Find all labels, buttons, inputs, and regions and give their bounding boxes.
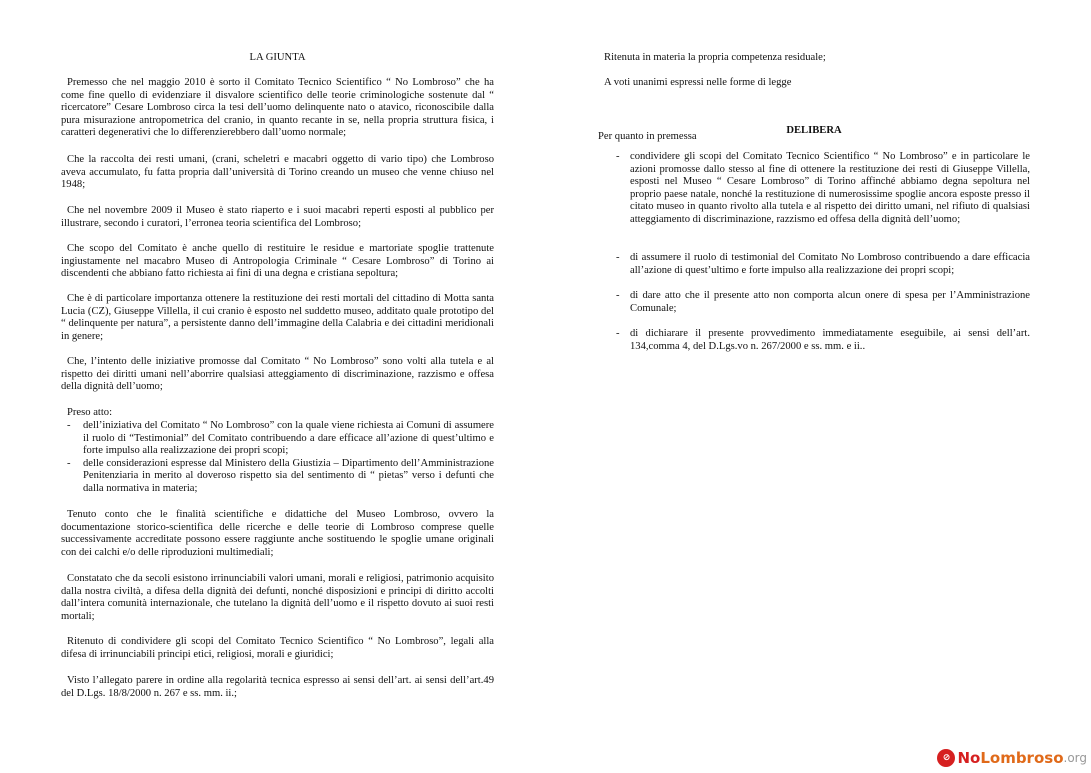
- logo-text-no: No: [957, 749, 981, 767]
- paragraph-competenza: Ritenuta in materia la propria competenza residuale;: [604, 52, 826, 63]
- delibera-list: [598, 328, 1030, 353]
- logo-text-lombroso: Lombroso: [980, 749, 1064, 767]
- paragraph-voti: A voti unanimi espressi nelle forme di legge: [604, 77, 792, 88]
- preso-atto-label: Preso atto:: [67, 407, 113, 418]
- no-sign-icon: ⊘: [937, 749, 955, 767]
- list-item: - di dichiarare il presente provvedimento immediatamente eseguibile, ai sensi dell’art. 134,comma 4, del D.Lgs.vo n. 267/2000 e ss. mm. e ii..: [616, 328, 1030, 352]
- delibera-list: [598, 151, 1030, 227]
- list-item: - di dare atto che il presente atto non comporta alcun onere di spesa per l’Amministrazione Comunale;: [616, 290, 1030, 314]
- section-title: LA GIUNTA: [249, 52, 306, 63]
- preso-atto-list: [61, 420, 494, 496]
- paragraph-intento: Che, l’intento delle iniziative promosse dal Comitato “ No Lombroso” sono volti alla tutela e al rispetto dei diritti umani nell’aborrire qualsiasi atteggiamento di discriminazione, razzismo e offesa della dignità dell’uomo;: [61, 356, 494, 393]
- delibera-list: [598, 290, 1030, 315]
- paragraph-premesso: Premesso che nel maggio 2010 è sorto il Comitato Tecnico Scientifico “ No Lombroso” che ha come fine quello di evidenziare il disvalore scientifico delle teorie criminologiche sostenute dal “ ricercatore” Cesare Lombroso circa la tesi dell’uomo delinquente nato o atavico, riconoscibile dalla pura misurazione antropometrica del cranio, in quanto recante in se, nella propria struttura fisica, i caratteri degenerativi che lo differenzierebbero dall’uomo normale;: [61, 77, 494, 139]
- paragraph-ritenuto: Ritenuto di condividere gli scopi del Comitato Tecnico Scientifico “ No Lombroso”, legali alla difesa di irrinunciabili principi etici, religiosi, morali e giuridici;: [61, 636, 494, 660]
- per-quanto-label: Per quanto in premessa: [598, 131, 697, 142]
- list-item: - condividere gli scopi del Comitato Tecnico Scientifico “ No Lombroso” e in particolare le azioni promosse dallo stesso al fine di ottenere la restituzione dei resti di Giuseppe Villella, esposti nel Museo “ Cesare Lombroso” di Torino affinché abbiamo degna sepoltura nel proprio paese natale, nonché la restituzione di numerosissime spoglie ancora esposte presso il citato museo in quanto rivolto alla tutela e al rispetto dei diritto umani, nel rifiuto di qualsiasi atteggiamento di discriminazione, razzismo ed offesa della dignità dell’uomo;: [616, 151, 1030, 225]
- delibera-list: [598, 252, 1030, 277]
- paragraph-tenuto-conto: Tenuto conto che le finalità scientifiche e didattiche del Museo Lombroso, ovvero la documentazione storico-scientifica delle ricerche e delle teorie di Lombroso comprese quelle successivamente accreditate possono essere raggiunte anche sostituendo le spoglie umane originali con dei calchi e/o delle riproduzioni multimediali;: [61, 509, 494, 558]
- paragraph-scopo: Che scopo del Comitato è anche quello di restituire le residue e martoriate spoglie trattenute ingiustamente nel macabro Museo di Antropologia Criminale “ Cesare Lombroso” di Torino ai discendenti che abbiano fatto richiesta ai fini di una degna e cristiana sepoltura;: [61, 243, 494, 280]
- paragraph-raccolta: Che la raccolta dei resti umani, (crani, scheletri e macabri oggetto di vario tipo) che Lombroso aveva accumulato, fu fatta propria dall’università di Torino creando un museo che venne chiuso nel 1948;: [61, 154, 494, 191]
- list-item: - dell’iniziativa del Comitato “ No Lombroso” con la quale viene richiesta ai Comuni di assumere il ruolo di “Testimonial” del Comitato contribuendo a dare efficace all’azione di quest’ultimo e forte impulso alla realizzazione dei propri scopi;: [67, 420, 494, 457]
- paragraph-novembre: Che nel novembre 2009 il Museo è stato riaperto e i suoi macabri reperti esposti al pubblico per illustrare, secondo i curatori, l’erronea teoria scientifica del Lombroso;: [61, 205, 494, 229]
- logo-text-org: .org: [1063, 751, 1087, 765]
- list-item: - di assumere il ruolo di testimonial del Comitato No Lombroso contribuendo a dare efficacia all’azione di quest’ultimo e forte impulso alla realizzazione dei propri scopi;: [616, 252, 1030, 276]
- paragraph-visto: Visto l’allegato parere in ordine alla regolarità tecnica espresso ai sensi dell’art. ai sensi dell’art.49 del D.Lgs. 18/8/2000 n. 267 e ss. mm. ii.;: [61, 675, 494, 699]
- nolombroso-logo: [937, 747, 1087, 769]
- list-item: - delle considerazioni espresse dal Ministero della Giustizia – Dipartimento dell’Amministrazione Penitenziaria in merito al doveroso rispetto sia del sentimento di “ pietas” verso i defunti che dalla normativa in materia;: [67, 457, 494, 494]
- paragraph-villella: Che è di particolare importanza ottenere la restituzione dei resti mortali del cittadino di Motta santa Lucia (CZ), Giuseppe Villella, il cui cranio è esposto nel suddetto museo, additato quale prototipo del “ delinquente per natura”, a persistente danno dell’immagine della Calabria e dei cittadini meridionali in genere;: [61, 293, 494, 342]
- delibera-heading: DELIBERA: [786, 124, 842, 136]
- paragraph-constatato: Constatato che da secoli esistono irrinunciabili valori umani, morali e religiosi, patrimonio acquisito dalla nostra civiltà, a difesa della dignità dei defunti, nonché disposizioni e principi di diritto accolti dall’intera comunità internazionale, che tutelano la dignità dell’uomo e il rispetto dovuto ai suoi resti mortali;: [61, 573, 494, 622]
